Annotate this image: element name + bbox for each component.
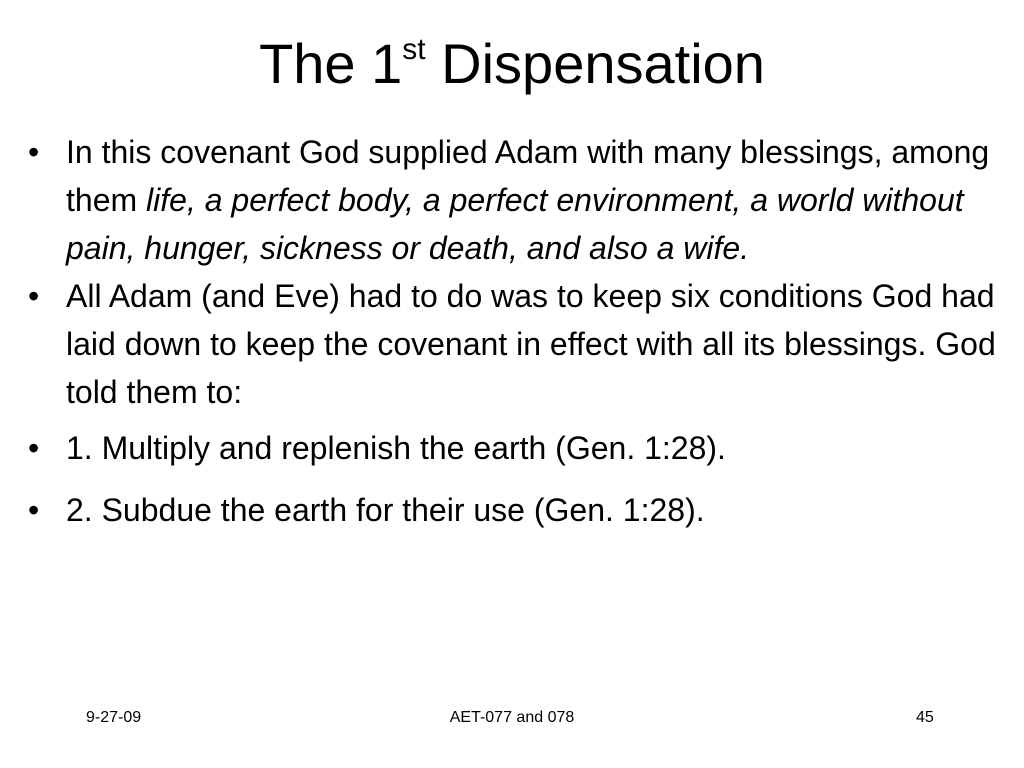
- bullet-icon: •: [28, 492, 40, 528]
- bullet-icon: •: [28, 134, 40, 170]
- bullet-item-conditions: [28, 272, 1008, 416]
- bullet-text: 2. Subdue the earth for their use (Gen. 1:28).: [66, 492, 705, 528]
- title-superscript: st: [402, 33, 426, 67]
- bullet-text: 1. Multiply and replenish the earth (Gen. 1:28).: [66, 430, 726, 466]
- title-suffix: Dispensation: [425, 32, 765, 95]
- bullet-item-multiply: [28, 424, 1008, 472]
- footer-page-number: 45: [916, 709, 934, 726]
- bullet-text-italic: life, a perfect body, a perfect environment, a world without pain, hunger, sickness or death, and also a wife.: [66, 182, 964, 266]
- footer-course: AET-077 and 078: [449, 709, 575, 726]
- footer-date: 9-27-09: [86, 709, 142, 726]
- bullet-icon: •: [28, 278, 40, 314]
- bullet-text: In this covenant God supplied Adam with many blessings, among them: [66, 134, 990, 218]
- bullet-text: All Adam (and Eve) had to do was to keep six conditions God had laid down to keep the covenant in effect with all its blessings. God told them to:: [66, 278, 996, 410]
- slide-title: [0, 28, 1024, 100]
- bullet-item-subdue: [28, 486, 1008, 534]
- title-prefix: The 1: [259, 32, 403, 95]
- bullet-item-blessings: [28, 128, 1008, 272]
- bullet-list: [28, 128, 1008, 534]
- bullet-icon: •: [28, 430, 40, 466]
